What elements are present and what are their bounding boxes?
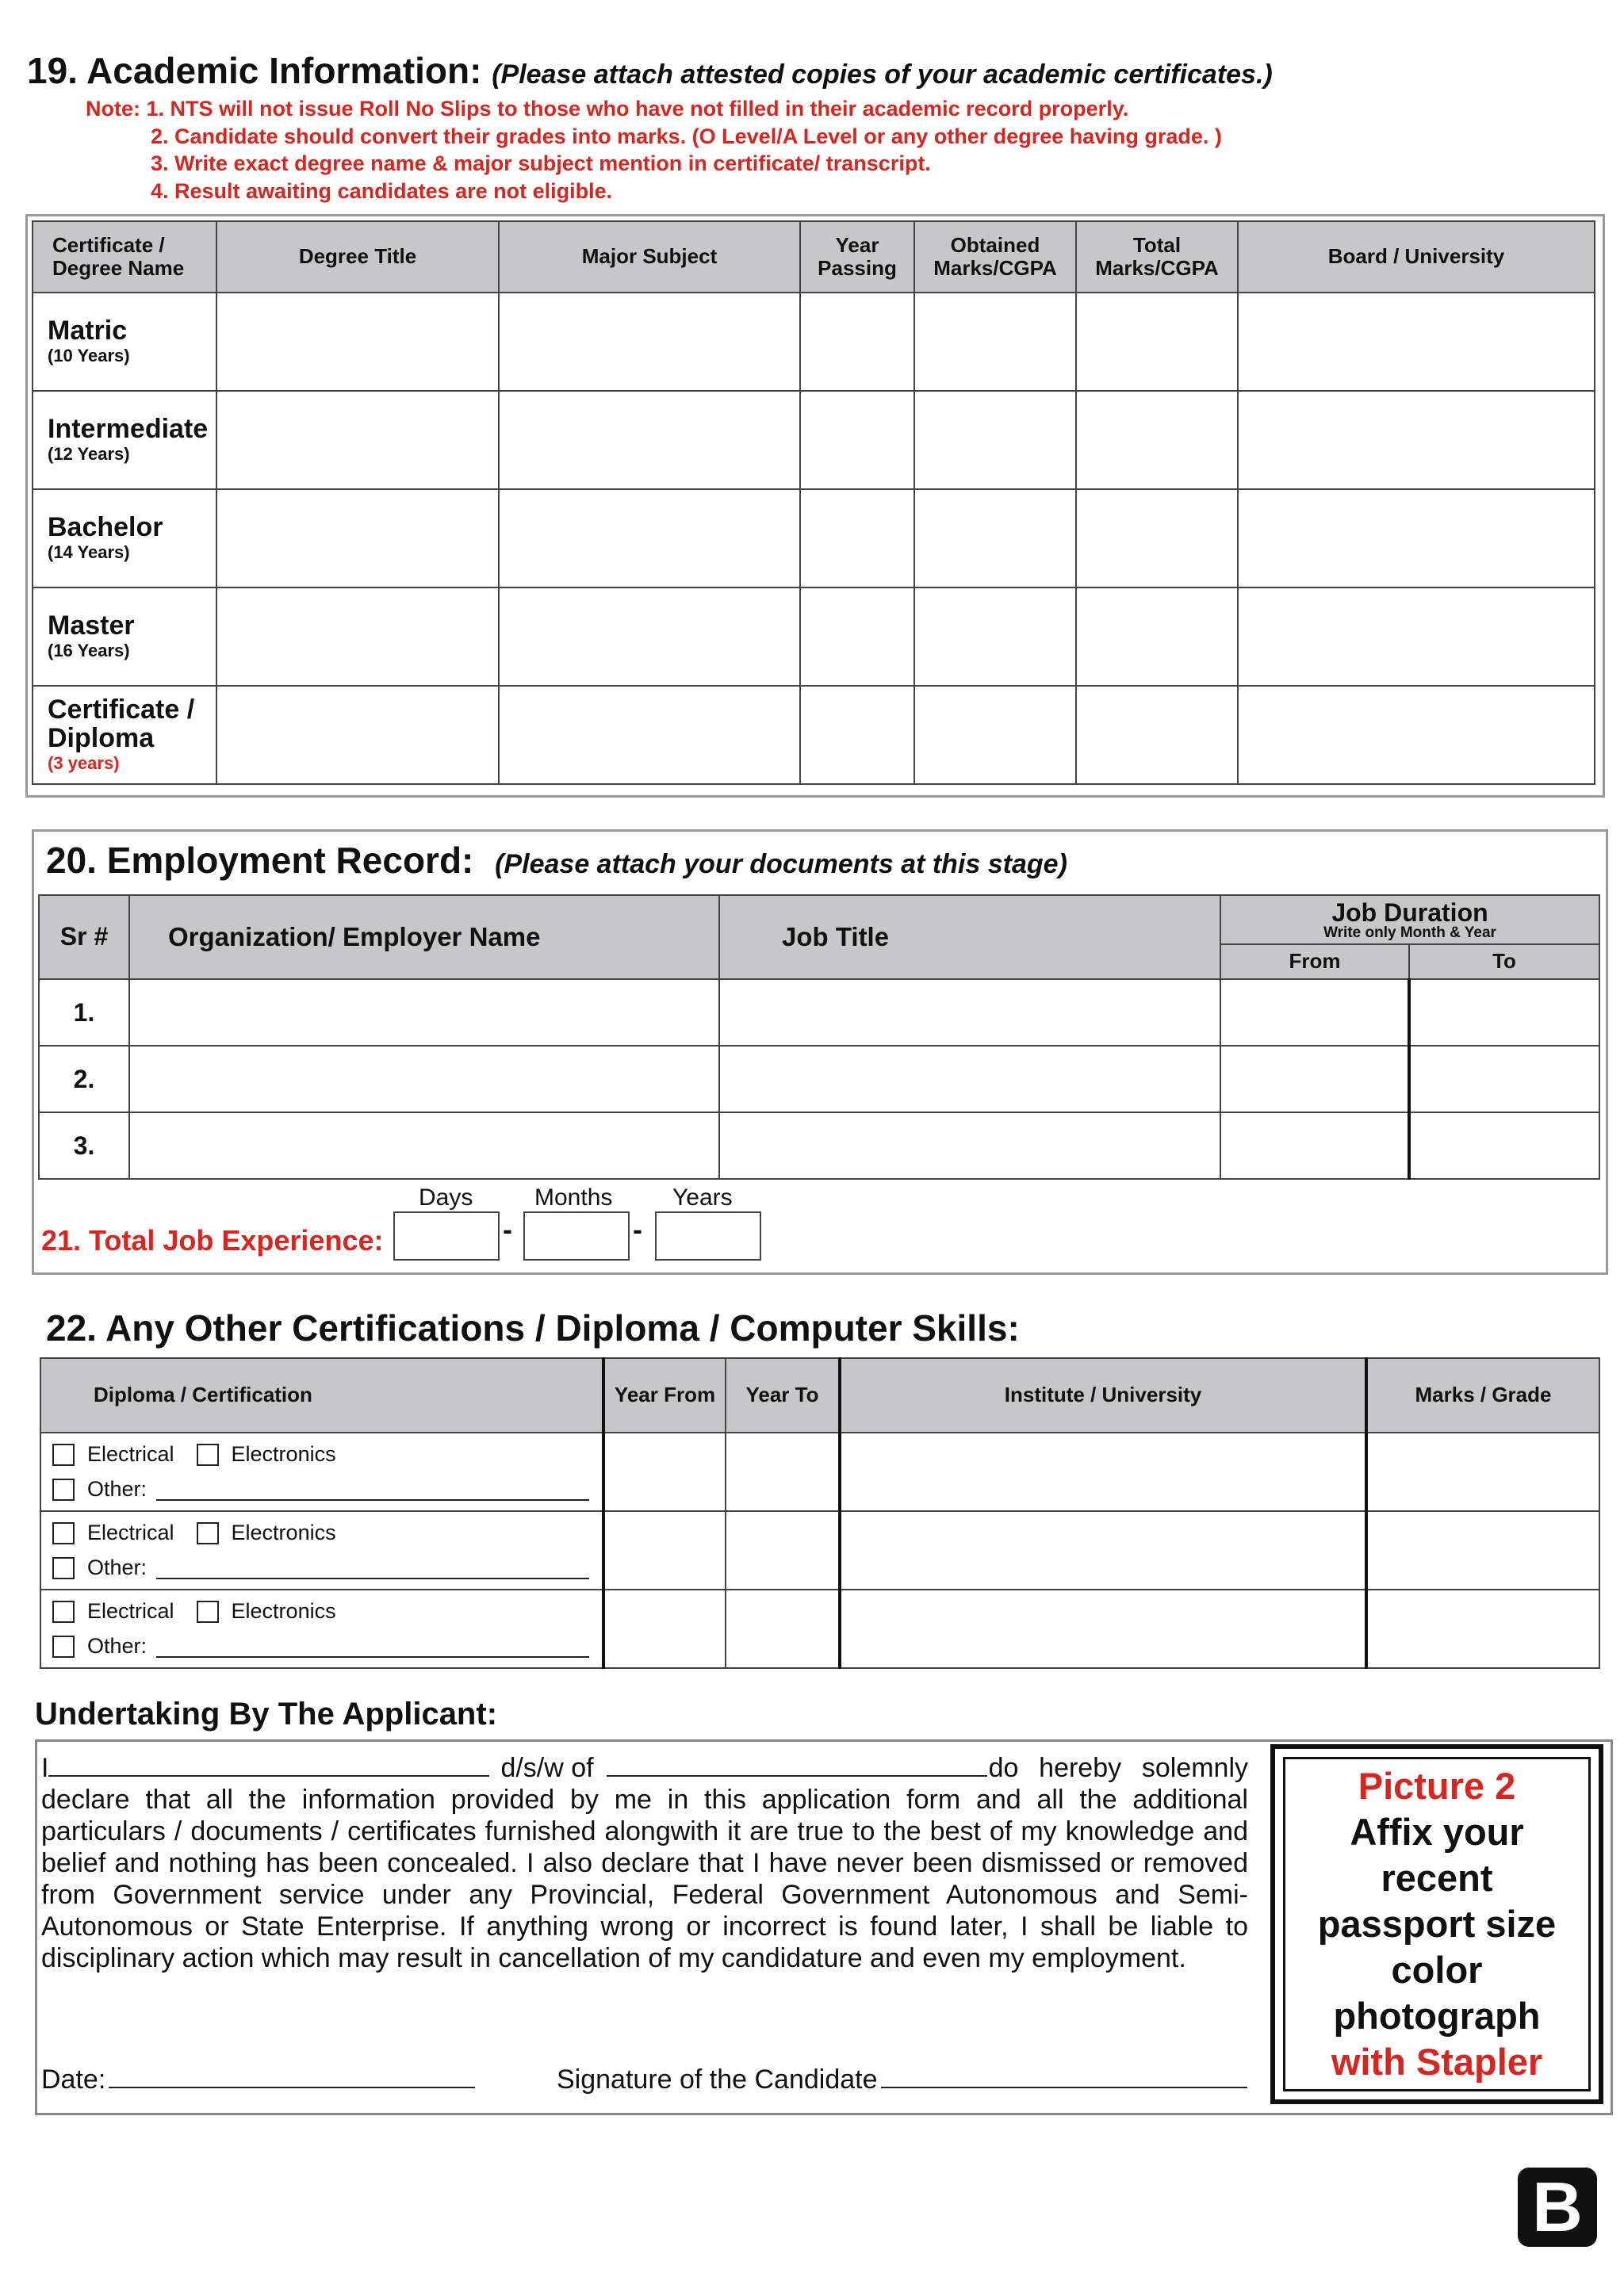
input-cell[interactable] xyxy=(216,489,499,587)
note-3: 3. Write exact degree name & major subject mention in certificate/ transcript. xyxy=(151,151,931,175)
input-cell[interactable] xyxy=(1076,686,1238,784)
input-cell[interactable] xyxy=(499,489,800,587)
table-row xyxy=(40,1433,1599,1511)
input-cell[interactable] xyxy=(840,1433,1366,1511)
row-years: (3 years) xyxy=(48,752,120,773)
electrical-label: Electrical xyxy=(87,1599,174,1623)
input-cell[interactable] xyxy=(216,686,499,784)
other-label: Other: xyxy=(87,1634,147,1658)
undertaking-title: Undertaking By The Applicant: xyxy=(35,1697,498,1732)
input-cell[interactable] xyxy=(1366,1433,1599,1511)
photo-picture-label: Picture 2 xyxy=(1358,1765,1516,1807)
academic-table xyxy=(32,220,1595,785)
other-input-line[interactable] xyxy=(156,1479,589,1501)
header-obtained-marks: Obtained Marks/CGPA xyxy=(914,221,1076,293)
header-marks-grade: Marks / Grade xyxy=(1366,1358,1599,1433)
page-badge: B xyxy=(1518,2168,1597,2247)
input-cell[interactable] xyxy=(840,1511,1366,1590)
input-cell[interactable] xyxy=(1238,587,1595,686)
table-row xyxy=(39,979,1599,1046)
table-row xyxy=(39,1112,1599,1179)
header-year-from: Year From xyxy=(603,1358,726,1433)
table-row xyxy=(39,1046,1599,1112)
header-year-passing: Year Passing xyxy=(800,221,914,293)
signature-field xyxy=(557,2064,1247,2095)
undertaking-body: declare that all the information provided by me in this application form and all the additional particulars / documents / certificates furnished alongwith it are true to the best of my knowledge and belief and nothing has been concealed. I also declare that I have never been dismissed or removed from Government service under any Provincial, Federal Government Autonomous and Semi-Autonomous or State Enterprise. If anything wrong or incorrect is found later, I shall be liable to disciplinary action which may result in cancellation of my candidature and even my employment. xyxy=(41,1785,1248,1973)
row-years: (14 Years) xyxy=(48,541,130,562)
input-cell[interactable] xyxy=(914,293,1076,391)
header-year-to: Year To xyxy=(726,1358,840,1433)
header-organization: Organization/ Employer Name xyxy=(129,895,719,979)
row-name: Matric xyxy=(48,316,128,346)
input-cell[interactable] xyxy=(603,1433,726,1511)
input-cell[interactable] xyxy=(1238,391,1595,489)
other-checkbox[interactable] xyxy=(52,1636,75,1658)
job-duration-note: Write only Month & Year xyxy=(1323,924,1496,941)
section-20-heading xyxy=(46,839,1067,882)
input-cell[interactable] xyxy=(800,686,914,784)
undertaking-text xyxy=(41,1752,1248,1974)
input-cell[interactable] xyxy=(1366,1590,1599,1668)
row-name: Intermediate xyxy=(48,414,209,445)
input-cell[interactable] xyxy=(1238,293,1595,391)
section-21-title: 21. Total Job Experience: xyxy=(41,1224,384,1257)
input-cell[interactable] xyxy=(800,587,914,686)
input-cell[interactable] xyxy=(800,293,914,391)
input-cell[interactable] xyxy=(800,489,914,587)
other-input-line[interactable] xyxy=(156,1557,589,1579)
table-row xyxy=(33,587,1595,686)
electrical-checkbox[interactable] xyxy=(52,1444,75,1466)
undertaking-i: I xyxy=(41,1753,49,1783)
signature-label: Signature of the Candidate xyxy=(557,2064,878,2095)
section-20-title: 20. Employment Record: xyxy=(46,840,474,881)
photo-stapler-label: with Stapler xyxy=(1331,2041,1543,2083)
header-institute: Institute / University xyxy=(840,1358,1366,1433)
date-field xyxy=(41,2064,475,2095)
job-duration-label: Job Duration xyxy=(1331,897,1488,927)
input-cell[interactable] xyxy=(499,587,800,686)
input-cell[interactable] xyxy=(216,587,499,686)
electronics-label: Electronics xyxy=(231,1442,336,1466)
dash-separator: - xyxy=(503,1213,512,1246)
months-input[interactable] xyxy=(523,1211,630,1261)
input-cell[interactable] xyxy=(726,1433,840,1511)
input-cell[interactable] xyxy=(914,489,1076,587)
electronics-label: Electronics xyxy=(231,1521,336,1544)
certifications-table xyxy=(40,1357,1600,1669)
row-number: 3. xyxy=(39,1112,129,1179)
input-cell[interactable] xyxy=(1076,489,1238,587)
days-input[interactable] xyxy=(393,1211,500,1261)
electrical-label: Electrical xyxy=(87,1521,174,1544)
photo-placeholder xyxy=(1283,1757,1591,2091)
input-cell[interactable] xyxy=(1409,979,1599,1046)
row-name: Master xyxy=(48,610,135,641)
other-input-line[interactable] xyxy=(156,1636,589,1658)
input-cell[interactable] xyxy=(129,1112,719,1179)
photo-instruction: Affix your recent passport size color photograph xyxy=(1317,1811,1557,2037)
header-total-marks: Total Marks/CGPA xyxy=(1076,221,1238,293)
header-job-duration xyxy=(1220,895,1599,944)
date-line[interactable] xyxy=(109,2087,475,2088)
input-cell[interactable] xyxy=(603,1511,726,1590)
input-cell[interactable] xyxy=(1238,686,1595,784)
other-label: Other: xyxy=(87,1477,147,1501)
header-degree-title: Degree Title xyxy=(216,221,499,293)
input-cell[interactable] xyxy=(914,587,1076,686)
input-cell[interactable] xyxy=(1076,391,1238,489)
input-cell[interactable] xyxy=(499,686,800,784)
electrical-label: Electrical xyxy=(87,1442,174,1466)
input-cell[interactable] xyxy=(216,293,499,391)
signature-line[interactable] xyxy=(881,2087,1247,2088)
electronics-label: Electronics xyxy=(231,1599,336,1623)
header-job-title: Job Title xyxy=(719,895,1220,979)
input-cell[interactable] xyxy=(603,1590,726,1668)
table-row xyxy=(33,391,1595,489)
input-cell[interactable] xyxy=(1076,293,1238,391)
input-cell[interactable] xyxy=(726,1590,840,1668)
other-checkbox[interactable] xyxy=(52,1557,75,1579)
parent-name-line[interactable] xyxy=(607,1775,987,1777)
months-label: Months xyxy=(534,1184,613,1211)
section-22-title: 22. Any Other Certifications / Diploma / Computer Skills: xyxy=(46,1307,1020,1349)
input-cell[interactable] xyxy=(719,1112,1220,1179)
input-cell[interactable] xyxy=(719,979,1220,1046)
section-19-subtitle: (Please attach attested copies of your academic certificates.) xyxy=(492,59,1273,90)
table-row xyxy=(33,293,1595,391)
input-cell[interactable] xyxy=(499,391,800,489)
input-cell[interactable] xyxy=(800,391,914,489)
input-cell[interactable] xyxy=(840,1590,1366,1668)
row-number: 1. xyxy=(39,979,129,1046)
table-row xyxy=(40,1590,1599,1668)
section-20-subtitle: (Please attach your documents at this stage) xyxy=(495,849,1067,879)
row-number: 2. xyxy=(39,1046,129,1112)
note-2: 2. Candidate should convert their grades into marks. (O Level/A Level or any other degree having grade. ) xyxy=(151,124,1222,148)
header-major-subject: Major Subject xyxy=(499,221,800,293)
years-input[interactable] xyxy=(655,1211,761,1261)
row-name: Bachelor xyxy=(48,512,163,543)
header-to: To xyxy=(1409,944,1599,979)
other-label: Other: xyxy=(87,1556,147,1579)
electrical-checkbox[interactable] xyxy=(52,1601,75,1623)
row-name: Certificate / Diploma xyxy=(48,695,195,753)
header-cert: Certificate / Degree Name xyxy=(33,221,216,293)
input-cell[interactable] xyxy=(1409,1112,1599,1179)
input-cell[interactable] xyxy=(216,391,499,489)
input-cell[interactable] xyxy=(499,293,800,391)
input-cell[interactable] xyxy=(914,391,1076,489)
row-years: (12 Years) xyxy=(48,443,130,464)
electrical-checkbox[interactable] xyxy=(52,1522,75,1544)
input-cell[interactable] xyxy=(1409,1046,1599,1112)
photo-frame[interactable] xyxy=(1270,1744,1603,2104)
table-row xyxy=(33,686,1595,784)
dsw-label: d/s/w of xyxy=(500,1753,594,1783)
note-4: 4. Result awaiting candidates are not eligible. xyxy=(151,179,613,203)
header-diploma: Diploma / Certification xyxy=(40,1358,603,1433)
input-cell[interactable] xyxy=(1076,587,1238,686)
input-cell[interactable] xyxy=(129,1046,719,1112)
note-1: Note: 1. NTS will not issue Roll No Slips to those who have not filled in their academic record properly. xyxy=(86,97,1129,121)
input-cell[interactable] xyxy=(1220,1046,1409,1112)
solemnly-label: do hereby solemnly xyxy=(988,1753,1248,1783)
electronics-checkbox[interactable] xyxy=(197,1522,219,1544)
input-cell[interactable] xyxy=(1238,489,1595,587)
dash-separator: - xyxy=(633,1213,642,1246)
input-cell[interactable] xyxy=(1220,979,1409,1046)
years-label: Years xyxy=(672,1184,733,1211)
input-cell[interactable] xyxy=(726,1511,840,1590)
input-cell[interactable] xyxy=(719,1046,1220,1112)
days-label: Days xyxy=(419,1184,473,1211)
input-cell[interactable] xyxy=(914,686,1076,784)
row-years: (16 Years) xyxy=(48,640,130,660)
other-checkbox[interactable] xyxy=(52,1479,75,1501)
electronics-checkbox[interactable] xyxy=(197,1601,219,1623)
row-years: (10 Years) xyxy=(48,345,130,365)
header-sr: Sr # xyxy=(39,895,129,979)
table-row xyxy=(40,1511,1599,1590)
electronics-checkbox[interactable] xyxy=(197,1444,219,1466)
header-board-university: Board / University xyxy=(1238,221,1595,293)
applicant-name-line[interactable] xyxy=(48,1775,489,1777)
table-row xyxy=(33,489,1595,587)
input-cell[interactable] xyxy=(1366,1511,1599,1590)
employment-table xyxy=(38,894,1600,1180)
section-19-heading xyxy=(27,49,1273,92)
header-from: From xyxy=(1220,944,1409,979)
section-19-title: 19. Academic Information: xyxy=(27,50,482,91)
input-cell[interactable] xyxy=(129,979,719,1046)
input-cell[interactable] xyxy=(1220,1112,1409,1179)
date-label: Date: xyxy=(41,2064,106,2095)
